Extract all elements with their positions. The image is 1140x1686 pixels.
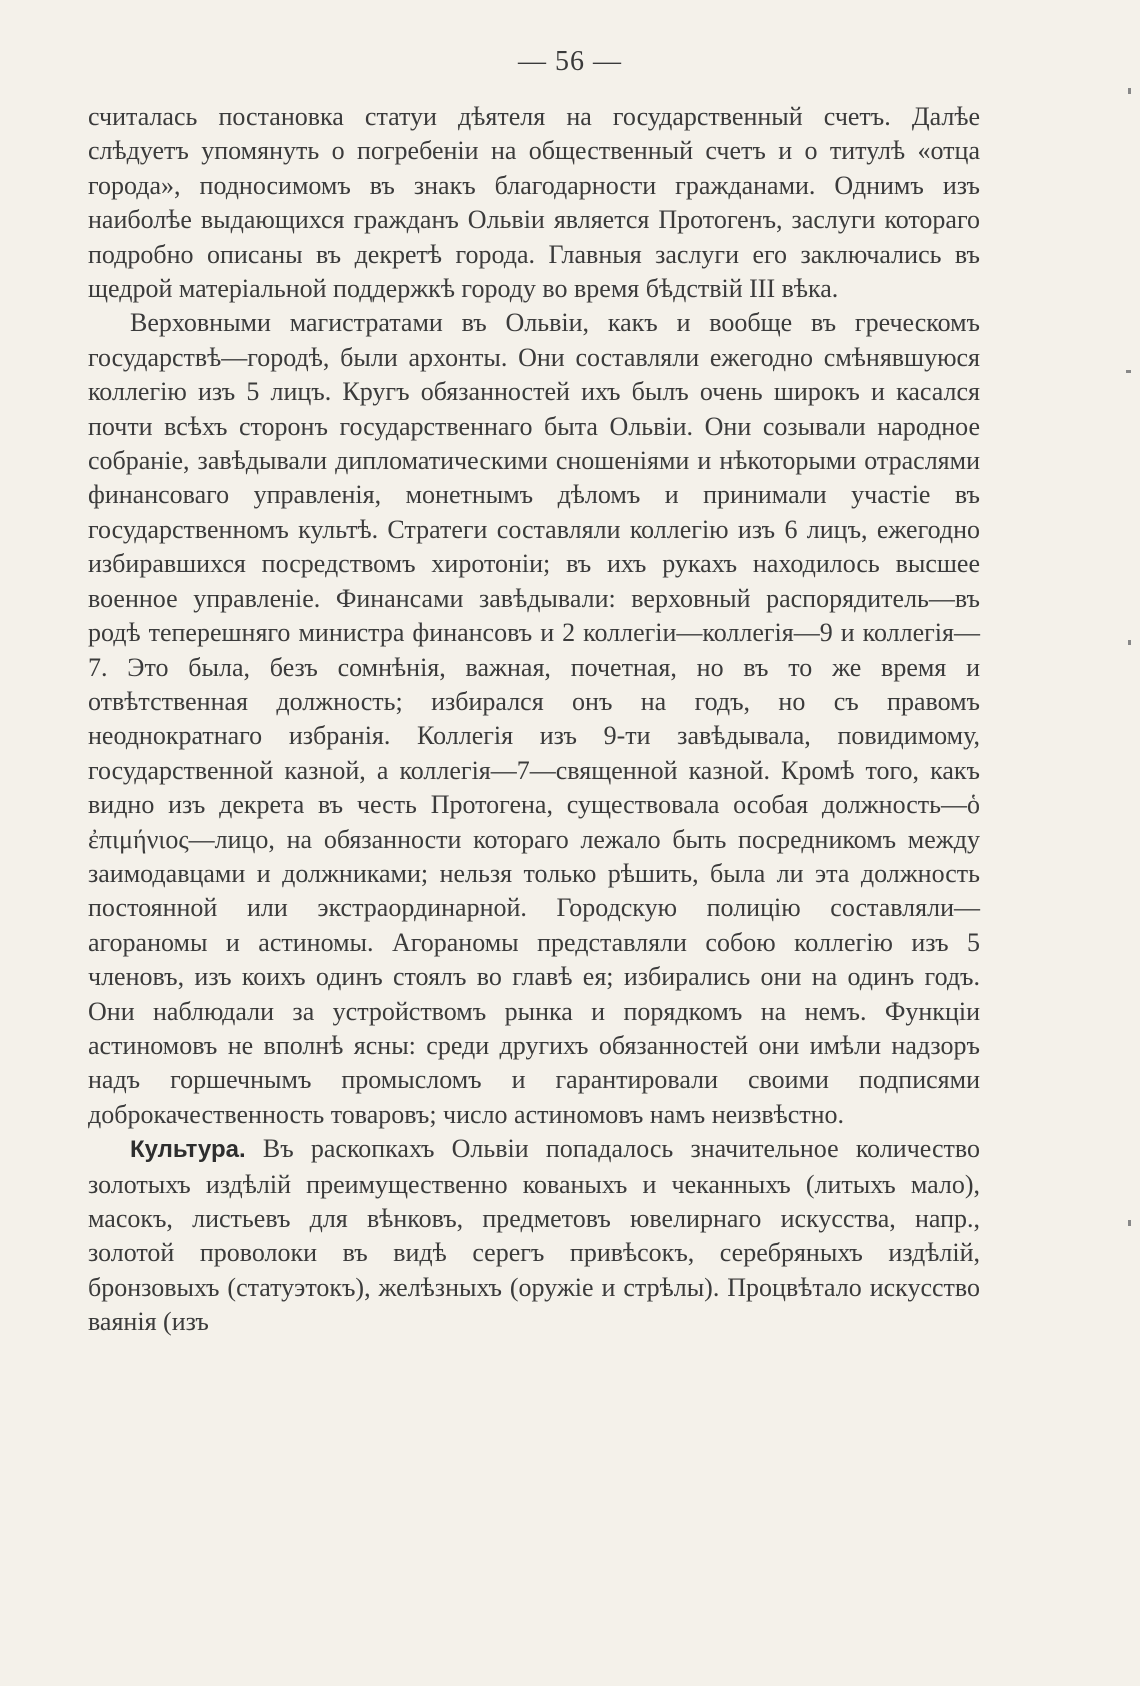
margin-mark [1128,640,1131,645]
culture-heading: Культура. [130,1136,246,1164]
paragraph-continuation: считалась постановка статуи дѣятеля на государственный счетъ. Далѣе слѣдуетъ упомянуть о погребеніи на общественный счетъ и о титулѣ «отца города», подносимомъ въ знакъ благодарности гражданами. Однимъ изъ наиболѣе выдающихся гражданъ Ольвіи является Протогенъ, заслуги котораго подробно описаны въ декретѣ города. Главныя заслуги его заключались въ щедрой матеріальной поддержкѣ городу во время бѣдствій III вѣка. [88,102,980,304]
margin-mark [1128,88,1131,94]
paragraph-magistrates: Верховными магистратами въ Ольвіи, какъ и вообще въ греческомъ государствѣ—городѣ, были архонты. Они составляли ежегодно смѣнявшуюся коллегію изъ 5 лицъ. Кругъ обязанностей ихъ былъ очень широкъ и касался почти всѣхъ сторонъ государственнаго быта Ольвіи. Они созывали народное собраніе, завѣдывали дипломатическими сношеніями и нѣкоторыми отраслями финансоваго управленія, монетнымъ дѣломъ и принимали участіе въ государственномъ культѣ. Стратеги составляли коллегію изъ 6 лицъ, ежегодно избиравшихся посредствомъ хиротоніи; въ ихъ рукахъ находилось высшее военное управленіе. Финансами завѣдывали: верховный распорядитель—въ родѣ теперешняго министра финансовъ и 2 коллегіи—коллегія—9 и коллегія—7. Это была, безъ сомнѣнія, важная, почетная, но въ то же время и отвѣтственная должность; избирался онъ на годъ, но съ правомъ неоднократнаго избранія. Коллегія изъ 9-ти завѣдывала, повидимому, государственной казной, а коллегія—7—священной казной. Кромѣ того, какъ видно изъ декрета въ честь Протогена, существовала особая должность—ὁ ἐπιμήνιος—лицо, на обязанности котораго лежало быть посредникомъ между заимодавцами и должниками; нельзя только рѣшить, была ли эта должность постоянной или экстраординарной. Городскую полицію составляли—агораномы и астиномы. Агораномы представляли собою коллегію изъ 5 членовъ, изъ коихъ одинъ стоялъ во главѣ ея; избирались они на одинъ годъ. Они наблюдали за устройствомъ рынка и порядкомъ на немъ. Функціи астиномовъ не вполнѣ ясны: среди другихъ обязанностей они имѣли надзоръ надъ горшечнымъ промысломъ и гарантировали своими подписями доброкачественность товаровъ; число астиномовъ намъ неизвѣстно. [88,308,980,1129]
margin-mark [1128,1220,1131,1226]
body-text [88,100,980,1340]
margin-mark [1126,370,1131,373]
culture-text: Въ раскопкахъ Ольвіи попадалось значительное количество золотыхъ издѣлій преимущественно кованыхъ и чеканныхъ (литыхъ мало), масокъ, листьевъ для вѣнковъ, предметовъ ювелирнаго искусства, напр., золотой проволоки въ видѣ серегъ привѣсокъ, серебряныхъ издѣлій, бронзовыхъ (статуэтокъ), желѣзныхъ (оружіе и стрѣлы). Процвѣтало искусство ваянія (изъ [88,1134,980,1337]
paragraph-culture [88,1132,980,1339]
page-number: — 56 — [518,46,622,77]
